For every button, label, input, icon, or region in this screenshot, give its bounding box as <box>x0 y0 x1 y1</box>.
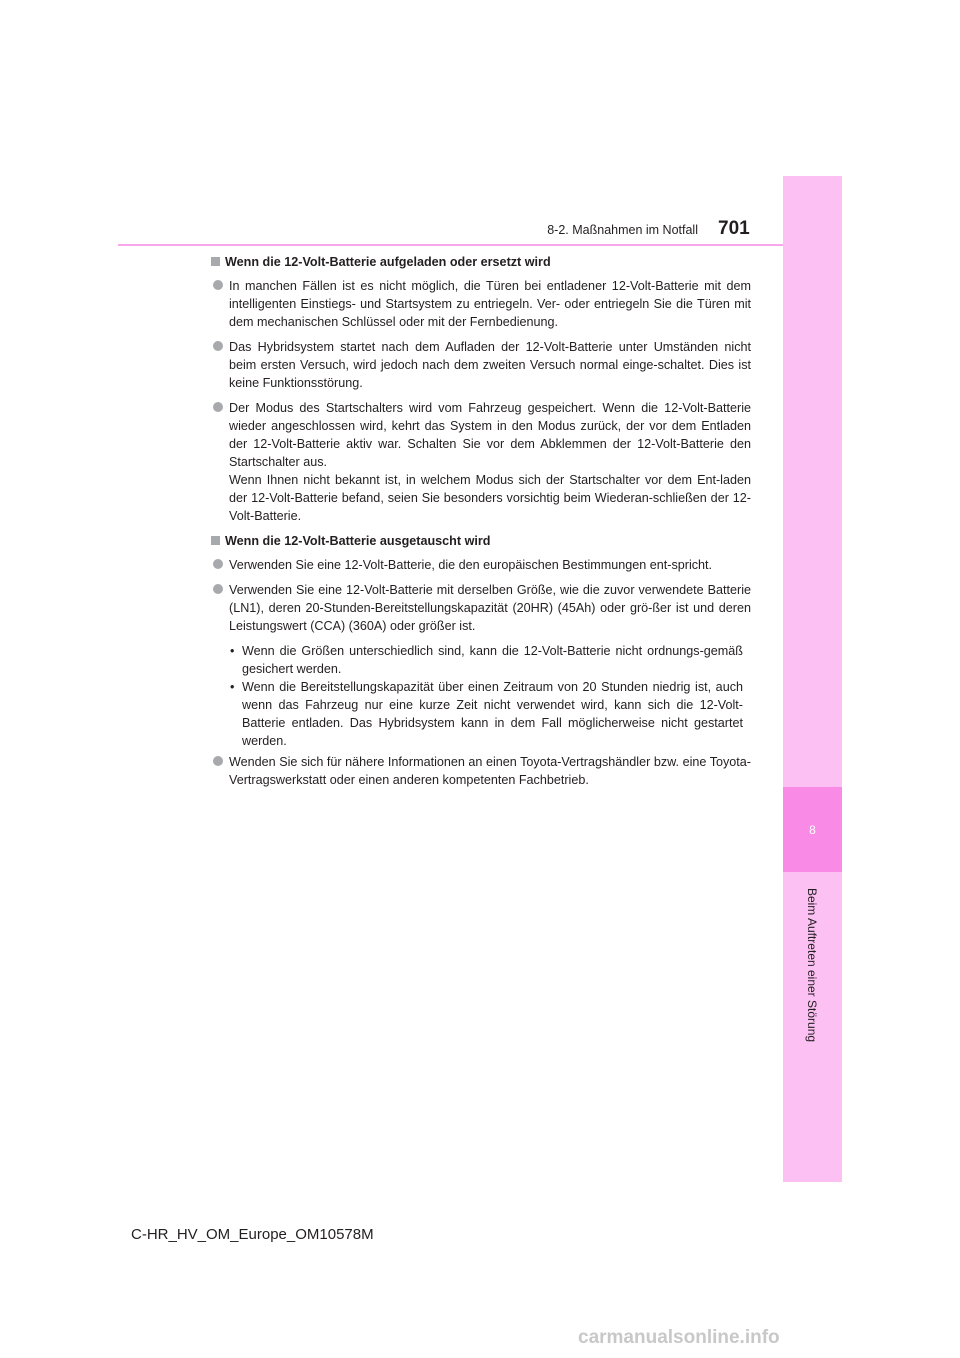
square-bullet-icon <box>211 257 220 266</box>
circle-bullet-icon <box>213 756 223 766</box>
section <box>211 253 751 525</box>
section-reference: 8-2. Maßnahmen im Notfall <box>547 223 698 237</box>
watermark: carmanualsonline.info <box>578 1327 780 1348</box>
sub-list-item: • Wenn die Bereitstellungskapazität über einen Zeitraum von 20 Stunden niedrig ist, auch wenn das Fahrzeug nur eine kurze Zeit nicht verwendet wird, kann sich die 12-Volt-Batterie entladen. Das Hybridsystem kann in dem Fall möglicherweise nicht gestartet werden. <box>230 680 743 748</box>
page-content <box>211 253 751 796</box>
section-heading: Wenn die 12-Volt-Batterie ausgetauscht wird <box>211 532 751 550</box>
circle-bullet-icon <box>213 584 223 594</box>
section <box>211 532 751 789</box>
list-item: Verwenden Sie eine 12-Volt-Batterie, die den europäischen Bestimmungen ent-spricht. <box>212 556 751 574</box>
section-heading: Wenn die 12-Volt-Batterie aufgeladen oder ersetzt wird <box>211 253 751 271</box>
circle-bullet-icon <box>213 341 223 351</box>
sub-bullet-marker: • <box>230 644 235 658</box>
circle-bullet-icon <box>213 559 223 569</box>
list-item: Wenden Sie sich für nähere Informationen an einen Toyota-Vertragshändler bzw. eine Toyota-Vertragswerkstatt oder einen anderen kompetenten Fachbetrieb. <box>212 753 751 789</box>
circle-bullet-icon <box>213 280 223 290</box>
circle-bullet-icon <box>213 402 223 412</box>
chapter-tab <box>783 787 842 872</box>
list-item: Der Modus des Startschalters wird vom Fahrzeug gespeichert. Wenn die 12-Volt-Batterie wieder angeschlossen wird, kehrt das System in den Modus zurück, der vor dem Entladen der 12-Volt-Batterie aktiv war. Schalten Sie vor dem Abklemmen der 12-Volt-Batterie den Startschalter aus. Wenn Ihnen nicht bekannt ist, in welchem Modus sich der Startschalter vor dem Ent-laden der 12-Volt-Batterie befand, seien Sie besonders vorsichtig beim Wiederan-schließen der 12-Volt-Batterie. <box>212 399 751 525</box>
page-number: 701 <box>718 218 750 239</box>
chapter-title: Beim Auftreten einer Störung <box>805 887 819 1043</box>
list-item: Verwenden Sie eine 12-Volt-Batterie mit derselben Größe, wie die zuvor verwendete Batterie (LN1), deren 20-Stunden-Bereitstellungskapazität (20HR) (45Ah) oder grö-ßer ist und deren Leistungswert (CCA) (360A) oder größer ist. <box>212 581 751 635</box>
sub-bullet-marker: • <box>230 680 235 694</box>
document-id: C-HR_HV_OM_Europe_OM10578M <box>131 1226 374 1243</box>
list-item: Das Hybridsystem startet nach dem Aufladen der 12-Volt-Batterie unter Umständen nicht beim ersten Versuch, wird jedoch nach dem zweiten Versuch normal einge-schaltet. Dies ist keine Funktionsstörung. <box>212 338 751 392</box>
sub-list-item: • Wenn die Größen unterschiedlich sind, kann die 12-Volt-Batterie nicht ordnungs-gemäß gesichert werden. <box>230 644 743 676</box>
square-bullet-icon <box>211 536 220 545</box>
list-item: In manchen Fällen ist es nicht möglich, die Türen bei entladener 12-Volt-Batterie mit dem intelligenten Einstiegs- und Startsystem zu entriegeln. Ver- oder entriegeln Sie die Türen mit dem mechanischen Schlüssel oder mit der Fernbedienung. <box>212 277 751 331</box>
sub-list <box>212 642 751 750</box>
chapter-number: 8 <box>809 822 816 837</box>
header-divider <box>118 244 783 246</box>
